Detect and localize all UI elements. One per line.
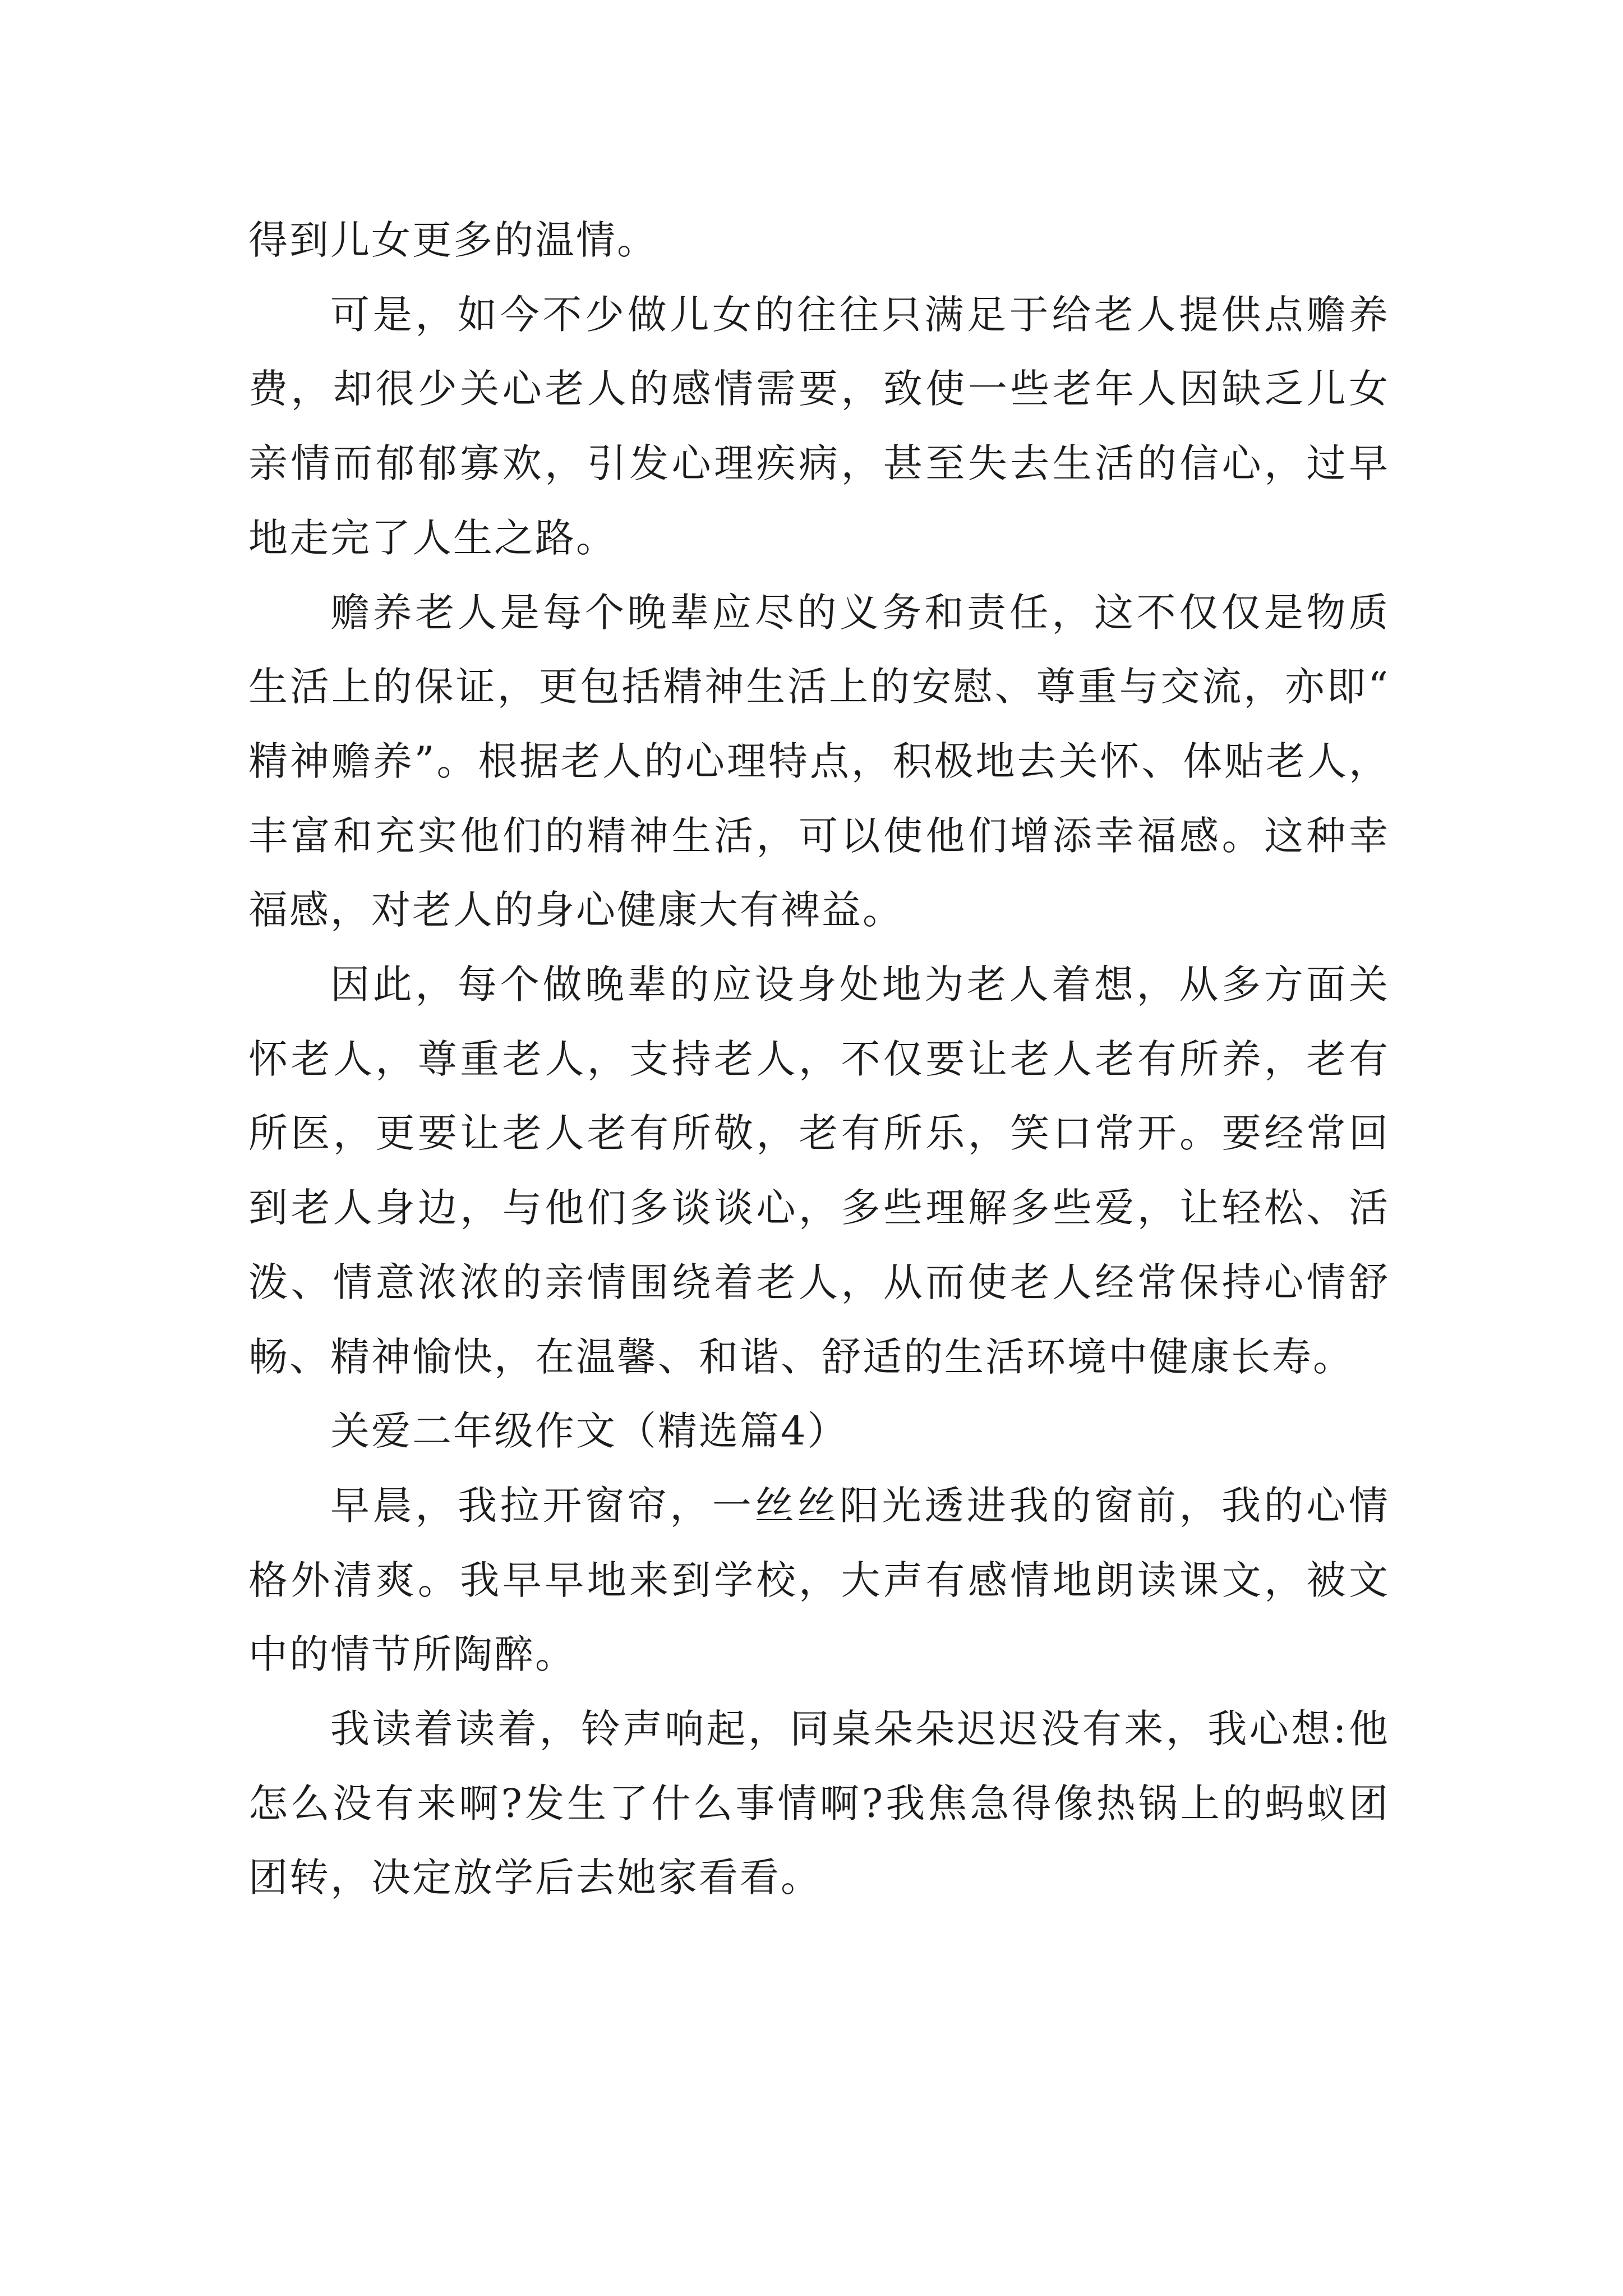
- section-heading: 关爱二年级作文（精选篇4）: [330, 1408, 849, 1455]
- paragraph-classmate: 我读着读着，铃声响起，同桌朵朵迟迟没有来，我心想:他怎么没有来啊?发生了什么事情啊?我焦急得像热锅上的蚂蚁团团转，决定放学后去她家看看。: [248, 1706, 1390, 1901]
- paragraph-continuation: 得到儿女更多的温情。: [248, 217, 658, 263]
- paragraph-morning: 早晨，我拉开窗帘，一丝丝阳光透进我的窗前，我的心情格外清爽。我早早地来到学校，大声有感情地朗读课文，被文中的情节所陶醉。: [248, 1482, 1390, 1678]
- document-body: [248, 203, 1390, 1915]
- paragraph-conclusion: 因此，每个做晚辈的应设身处地为老人着想，从多方面关怀老人，尊重老人，支持老人，不仅要让老人老有所养，老有所医，更要让老人老有所敬，老有所乐，笑口常开。要经常回到老人身边，与他们多谈谈心，多些理解多些爱，让轻松、活泼、情意浓浓的亲情围绕着老人，从而使老人经常保持心情舒畅、精神愉快，在温馨、和谐、舒适的生活环境中健康长寿。: [248, 961, 1390, 1380]
- paragraph-spiritual-support: 赡养老人是每个晚辈应尽的义务和责任，这不仅仅是物质生活上的保证，更包括精神生活上的安慰、尊重与交流，亦即“精神赡养”。根据老人的心理特点，积极地去关怀、体贴老人，丰富和充实他们的精神生活，可以使他们增添幸福感。这种幸福感，对老人的身心健康大有裨益。: [248, 589, 1390, 933]
- paragraph-support-fees: 可是，如今不少做儿女的往往只满足于给老人提供点赡养费，却很少关心老人的感情需要，致使一些老年人因缺乏儿女亲情而郁郁寡欢，引发心理疾病，甚至失去生活的信心，过早地走完了人生之路。: [248, 291, 1390, 561]
